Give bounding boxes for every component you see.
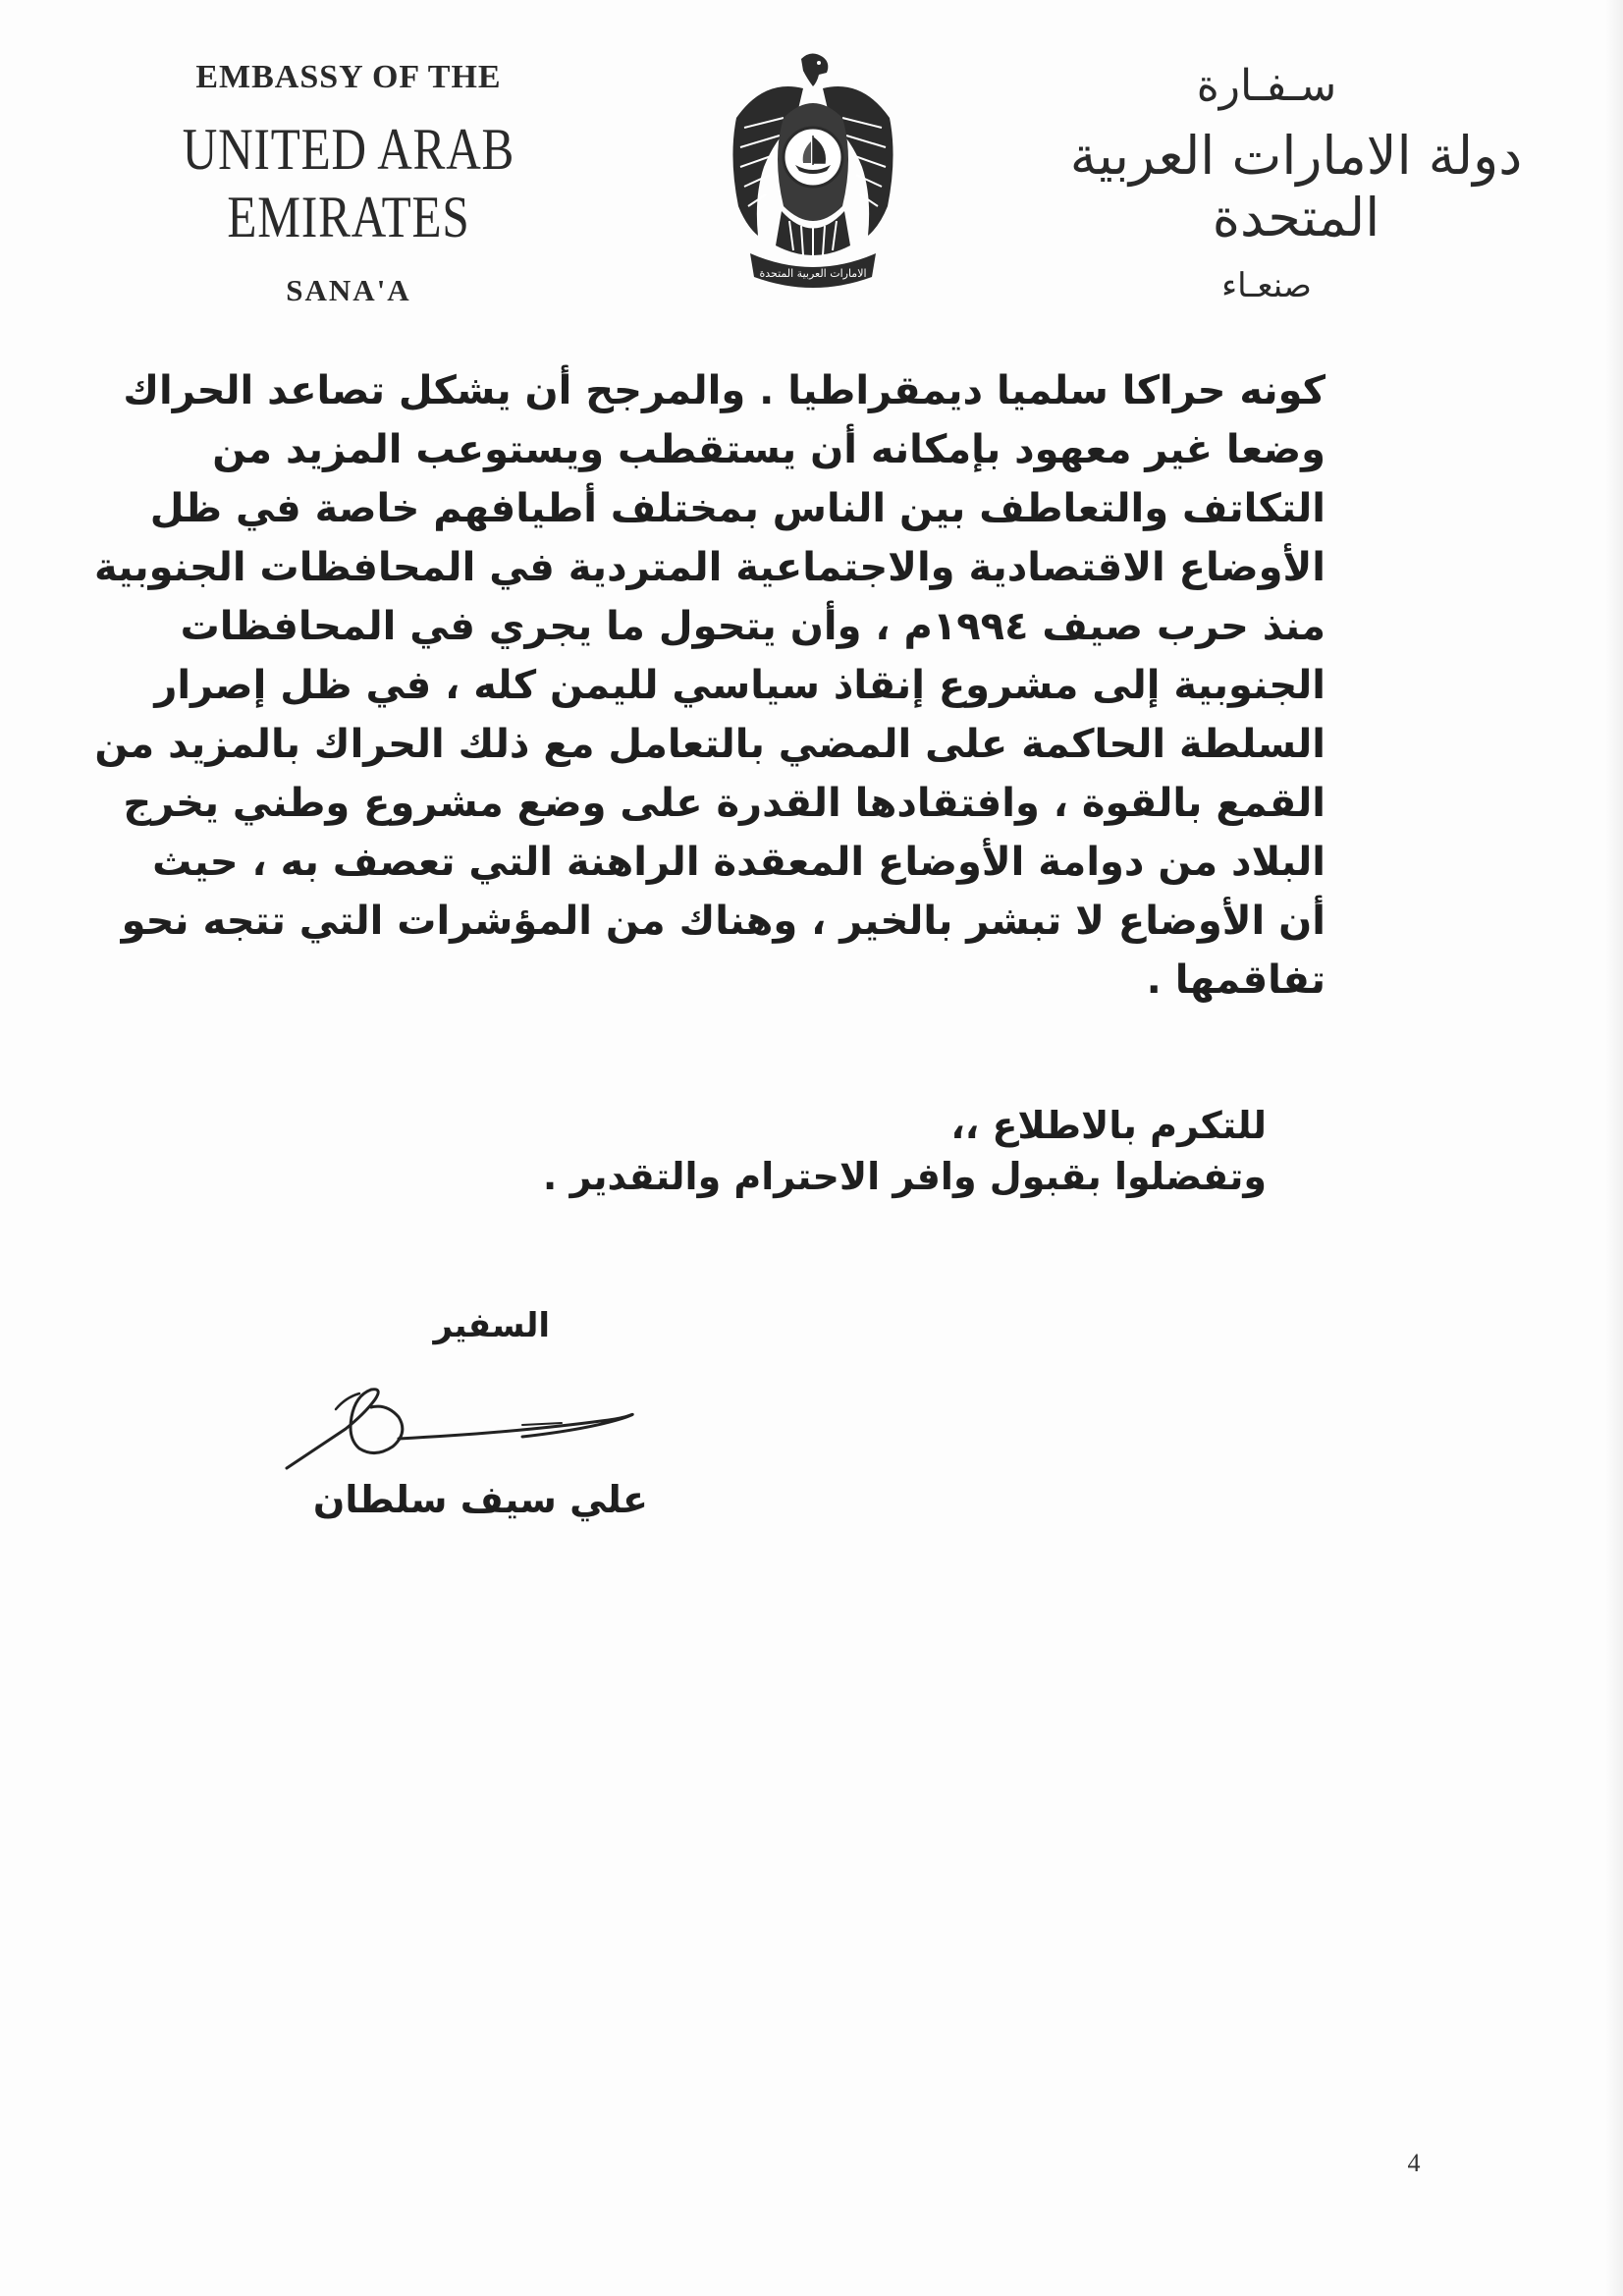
body-line: الجنوبية إلى مشروع إنقاذ سياسي لليمن كله ، في ظل إصرار — [154, 663, 1325, 708]
body-line: أن الأوضاع لا تبشر بالخير ، وهناك من المؤشرات التي تتجه نحو — [121, 899, 1325, 944]
letterhead-arabic-line1: سـفـارة — [1196, 61, 1337, 111]
body-line: التكاتف والتعاطف بين الناس بمختلف أطيافهم خاصة في ظل — [149, 486, 1325, 531]
handwritten-signature — [277, 1370, 650, 1488]
page-number: 4 — [1407, 2149, 1421, 2177]
letter-closing — [491, 1100, 1267, 1202]
letterhead-arabic — [1021, 61, 1571, 305]
scan-edge-shadow — [1605, 0, 1623, 2296]
body-line: وضعا غير معهود بإمكانه أن يستقطب ويستوعب المزيد من — [212, 427, 1325, 472]
letter-body — [94, 361, 1325, 1010]
closing-line2: وتفضلوا بقبول وافر الاحترام والتقدير . — [542, 1155, 1267, 1198]
body-line: تفاقمها . — [1146, 957, 1325, 1003]
signatory-title: السفير — [433, 1306, 550, 1345]
body-line: منذ حرب صيف ١٩٩٤م ، وأن يتحول ما يجري في المحافظات — [180, 604, 1325, 649]
emblem-motto: الامارات العربية المتحدة — [759, 267, 867, 280]
letterhead-english-line1: EMBASSY OF THE — [195, 59, 502, 95]
letterhead-english — [69, 59, 628, 308]
body-line: البلاد من دوامة الأوضاع المعقدة الراهنة التي تعصف به ، حيث — [152, 840, 1325, 885]
body-line: السلطة الحاكمة على المضي بالتعامل مع ذلك الحراك بالمزيد من — [94, 722, 1325, 767]
body-line: الأوضاع الاقتصادية والاجتماعية المتردية في المحافظات الجنوبية — [94, 545, 1325, 590]
letterhead-arabic-line2: دولة الامارات العربية المتحدة — [1069, 125, 1523, 248]
body-line: القمع بالقوة ، وافتقادها القدرة على وضع مشروع وطني يخرج — [123, 781, 1325, 826]
body-line: كونه حراكا سلميا ديمقراطيا . والمرجح أن يشكل تصاعد الحراك — [123, 368, 1325, 413]
uae-falcon-emblem-icon — [725, 49, 901, 295]
letterhead-english-line2: UNITED ARAB EMIRATES — [182, 117, 515, 249]
letterhead-arabic-line3: صنعـاء — [1221, 266, 1312, 305]
signatory-name: علي سيف سلطان — [312, 1478, 648, 1521]
letterhead-english-line3: SANA'A — [286, 273, 411, 307]
closing-line1: للتكرم بالاطلاع ،، — [950, 1104, 1267, 1147]
